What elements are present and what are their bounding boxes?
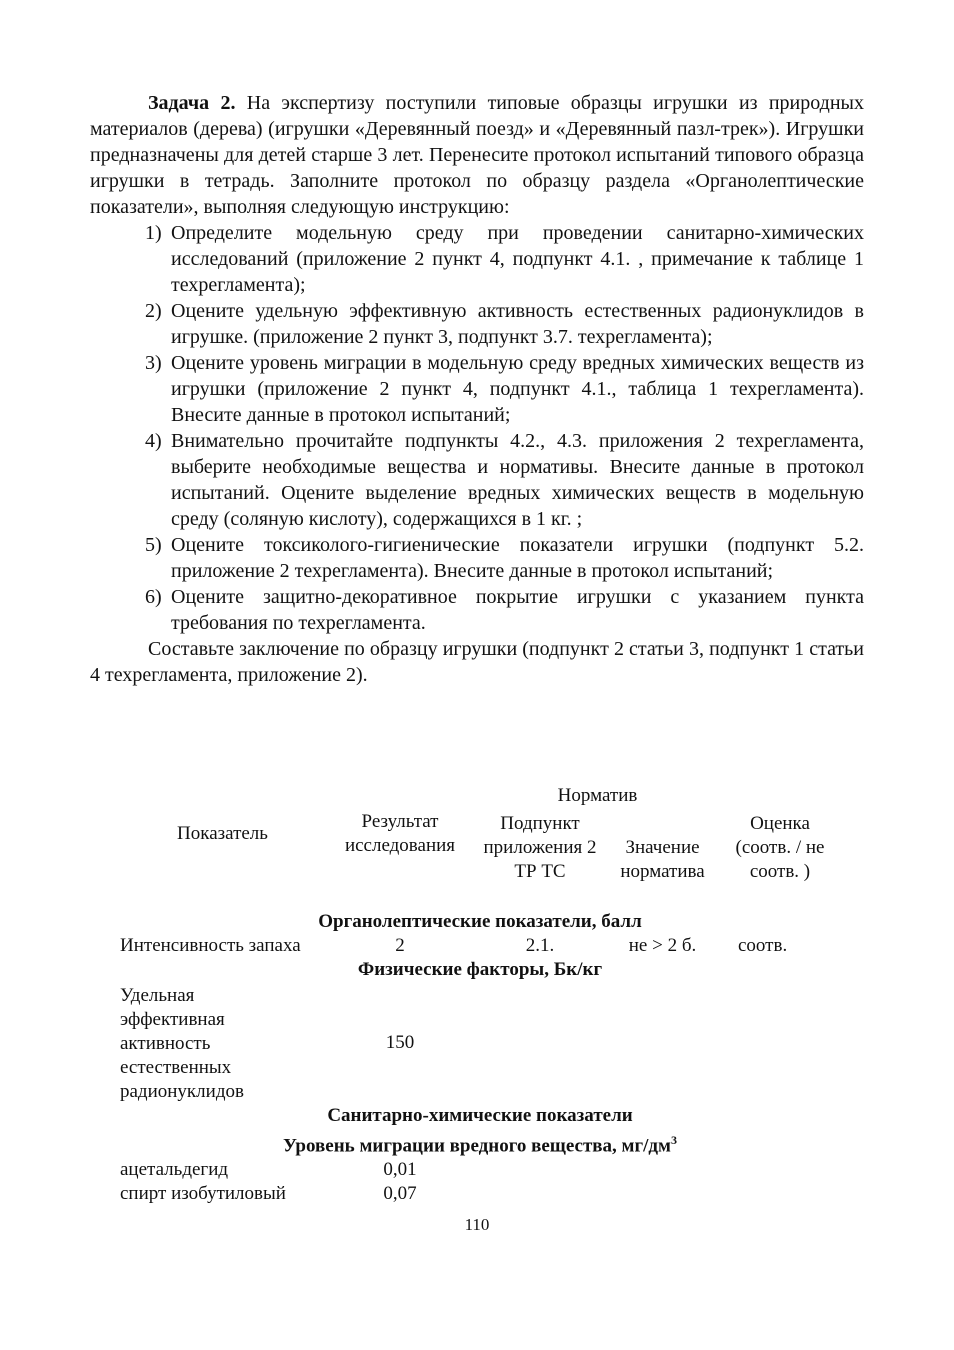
instruction-number: 5)	[145, 534, 162, 556]
cell-value: не > 2 б.	[628, 935, 697, 956]
instruction-text: Оцените токсиколого-гигиенические показатели игрушки (подпункт 5.2. приложение 2 техрегламента). Внесите данные в протокол испытаний;	[171, 534, 864, 582]
instruction-list	[90, 220, 864, 636]
instruction-number: 1)	[145, 222, 162, 244]
instruction-item	[90, 298, 864, 350]
table-row	[120, 1182, 840, 1206]
table-row	[120, 982, 840, 1104]
instruction-item	[90, 584, 864, 636]
section-migration: Уровень миграции вредного вещества, $мг/дм^3$	[283, 1133, 677, 1157]
instruction-item	[90, 220, 864, 298]
cell-assessment: соотв.	[738, 935, 788, 956]
instruction-number: 6)	[145, 586, 162, 608]
instruction-number: 2)	[145, 300, 162, 322]
task-title: Задача 2.	[148, 92, 236, 114]
test-protocol-table	[120, 784, 840, 1206]
instruction-text: Оцените уровень миграции в модельную среду вредных химических веществ из игрушки (приложение 2 пункт 4, подпункт 4.1., таблица 1 техрегламента). Внесите данные в протокол испытаний;	[171, 352, 864, 426]
cell-result: 150	[385, 1032, 415, 1053]
instruction-text: Оцените защитно-декоративное покрытие игрушки с указанием пункта требования по техрегламента.	[171, 586, 864, 634]
header-value: Значение норматива	[620, 837, 705, 882]
cell-result: 0,07	[383, 1183, 417, 1205]
cell-indicator: спирт изобутиловый	[120, 1183, 286, 1205]
instruction-text: Внимательно прочитайте подпункты 4.2., 4.3. приложения 2 техрегламента, выберите необходимые вещества и нормативы. Внесите данные в протокол испытаний. Оцените выделение вредных химических веществ в модельную среду (соляную кислоту), содержащихся в 1 кг. ;	[171, 430, 864, 530]
instruction-number: 3)	[145, 352, 162, 374]
header-indicator: Показатель	[177, 823, 268, 844]
instruction-item	[90, 350, 864, 428]
task-intro	[90, 90, 864, 220]
instruction-text: Оцените удельную эффективную активность естественных радионуклидов в игрушке. (приложение 2 пункт 3, подпункт 3.7. техрегламента);	[171, 300, 864, 348]
instruction-number: 4)	[145, 430, 162, 452]
table-row	[120, 934, 840, 958]
cell-subpoint: 2.1.	[525, 935, 555, 956]
header-normative: Норматив	[557, 785, 638, 806]
cell-indicator: Интенсивность запаха	[120, 935, 301, 956]
header-spacer	[120, 884, 840, 910]
cell-result: 0,01	[383, 1159, 417, 1181]
instruction-item	[90, 532, 864, 584]
header-result: Результат исследования	[344, 811, 456, 856]
conclusion-text: Составьте заключение по образцу игрушки (подпункт 2 статьи 3, подпункт 1 статьи 4 техрегламента, приложение 2).	[90, 638, 864, 686]
section-organoleptic: Органолептические показатели, балл	[318, 911, 642, 932]
table-row	[120, 1158, 840, 1182]
page-number: 110	[464, 1215, 490, 1234]
task-intro-text: На экспертизу поступили типовые образцы игрушки из природных материалов (дерева) (игрушки «Деревянный поезд» и «Деревянный пазл-трек»). Игрушки предназначены для детей старше 3 лет. Перенесите протокол испытаний типового образца игрушки в тетрадь. Заполните протокол по образцу раздела «Органолептические показатели», выполняя следующую инструкцию:	[90, 92, 864, 218]
instruction-text: Определите модельную среду при проведении санитарно-химических исследований (приложение 2 пункт 4, подпункт 4.1. , примечание к таблице 1 техрегламента);	[171, 222, 864, 296]
header-subpoint: Подпункт приложения 2 ТР ТС	[483, 813, 597, 882]
cell-indicator: ацетальдегид	[120, 1159, 229, 1181]
section-physical: Физические факторы, Бк/кг	[357, 959, 603, 980]
cell-indicator: Удельная эффективная активность естественных радионуклидов	[120, 985, 244, 1102]
instruction-item	[90, 428, 864, 532]
header-assessment: Оценка (соотв. / не соотв. )	[735, 813, 825, 882]
section-sanitary: Санитарно-химические показатели	[327, 1105, 633, 1126]
cell-result: 2	[395, 935, 405, 956]
task-text	[90, 90, 864, 688]
